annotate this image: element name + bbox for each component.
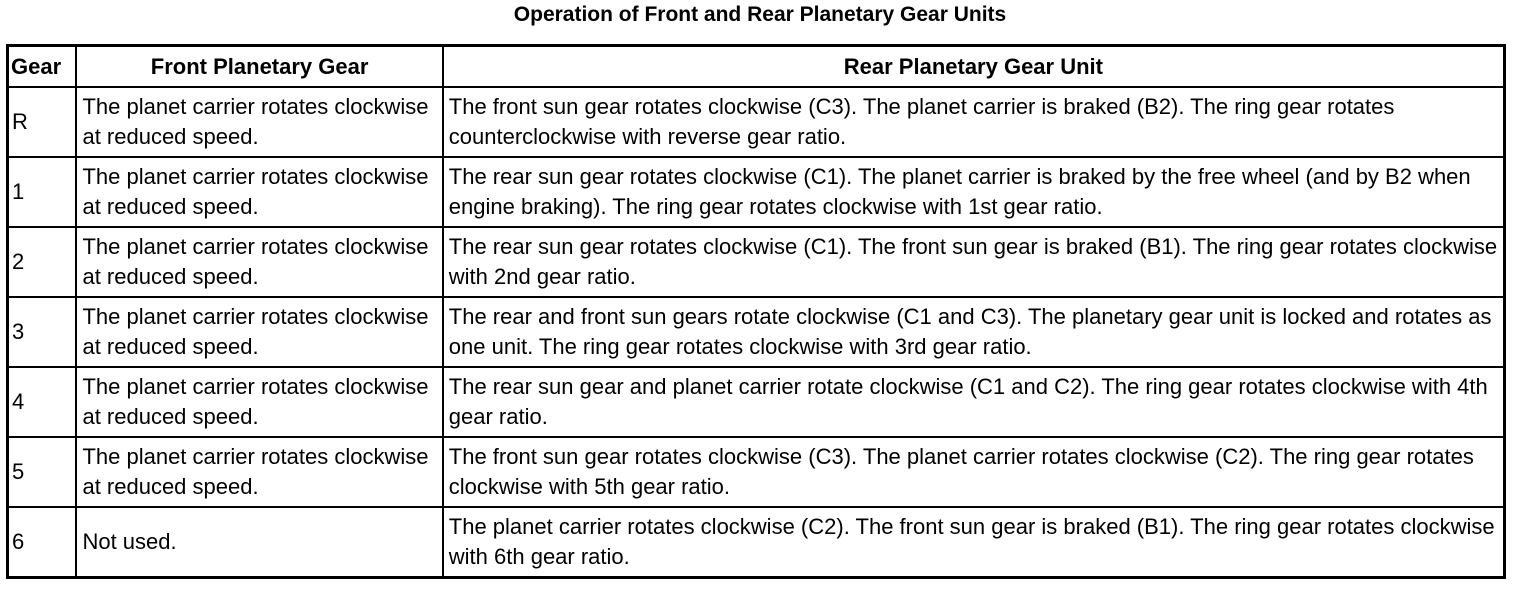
table-row bbox=[8, 367, 1505, 437]
front-planetary-cell: The planet carrier rotates clockwise at reduced speed. bbox=[76, 367, 442, 437]
rear-planetary-cell: The rear sun gear rotates clockwise (C1). The planet carrier is braked by the free wheel (and by B2 when engine braking). The ring gear rotates clockwise with 1st gear ratio. bbox=[443, 157, 1505, 227]
table-row bbox=[8, 507, 1505, 578]
header-rear-planetary-gear-unit: Rear Planetary Gear Unit bbox=[443, 46, 1505, 88]
header-gear: Gear bbox=[8, 46, 77, 88]
front-planetary-cell: The planet carrier rotates clockwise at reduced speed. bbox=[76, 297, 442, 367]
table-row bbox=[8, 157, 1505, 227]
rear-planetary-cell: The rear sun gear and planet carrier rotate clockwise (C1 and C2). The ring gear rotates clockwise with 4th gear ratio. bbox=[443, 367, 1505, 437]
front-planetary-cell: The planet carrier rotates clockwise at reduced speed. bbox=[76, 87, 442, 157]
gear-cell: 3 bbox=[8, 297, 77, 367]
rear-planetary-cell: The front sun gear rotates clockwise (C3). The planet carrier rotates clockwise (C2). The ring gear rotates clockwise with 5th gear ratio. bbox=[443, 437, 1505, 507]
front-planetary-cell: The planet carrier rotates clockwise at reduced speed. bbox=[76, 437, 442, 507]
table-row bbox=[8, 437, 1505, 507]
gear-operation-table bbox=[6, 44, 1506, 579]
front-planetary-cell: Not used. bbox=[76, 507, 442, 578]
table-header-row bbox=[8, 46, 1505, 88]
gear-cell: 2 bbox=[8, 227, 77, 297]
rear-planetary-cell: The rear sun gear rotates clockwise (C1). The front sun gear is braked (B1). The ring gear rotates clockwise with 2nd gear ratio. bbox=[443, 227, 1505, 297]
front-planetary-cell: The planet carrier rotates clockwise at reduced speed. bbox=[76, 227, 442, 297]
rear-planetary-cell: The planet carrier rotates clockwise (C2). The front sun gear is braked (B1). The ring gear rotates clockwise with 6th gear ratio. bbox=[443, 507, 1505, 578]
table-row bbox=[8, 227, 1505, 297]
front-planetary-cell: The planet carrier rotates clockwise at reduced speed. bbox=[76, 157, 442, 227]
gear-cell: 6 bbox=[8, 507, 77, 578]
table-row bbox=[8, 297, 1505, 367]
page-title: Operation of Front and Rear Planetary Gear Units bbox=[513, 3, 1007, 26]
gear-cell: 1 bbox=[8, 157, 77, 227]
gear-cell: 4 bbox=[8, 367, 77, 437]
gear-cell: 5 bbox=[8, 437, 77, 507]
rear-planetary-cell: The front sun gear rotates clockwise (C3). The planet carrier is braked (B2). The ring gear rotates counterclockwise with reverse gear ratio. bbox=[443, 87, 1505, 157]
rear-planetary-cell: The rear and front sun gears rotate clockwise (C1 and C3). The planetary gear unit is locked and rotates as one unit. The ring gear rotates clockwise with 3rd gear ratio. bbox=[443, 297, 1505, 367]
table-row bbox=[8, 87, 1505, 157]
gear-cell: R bbox=[8, 87, 77, 157]
header-front-planetary-gear: Front Planetary Gear bbox=[76, 46, 442, 88]
